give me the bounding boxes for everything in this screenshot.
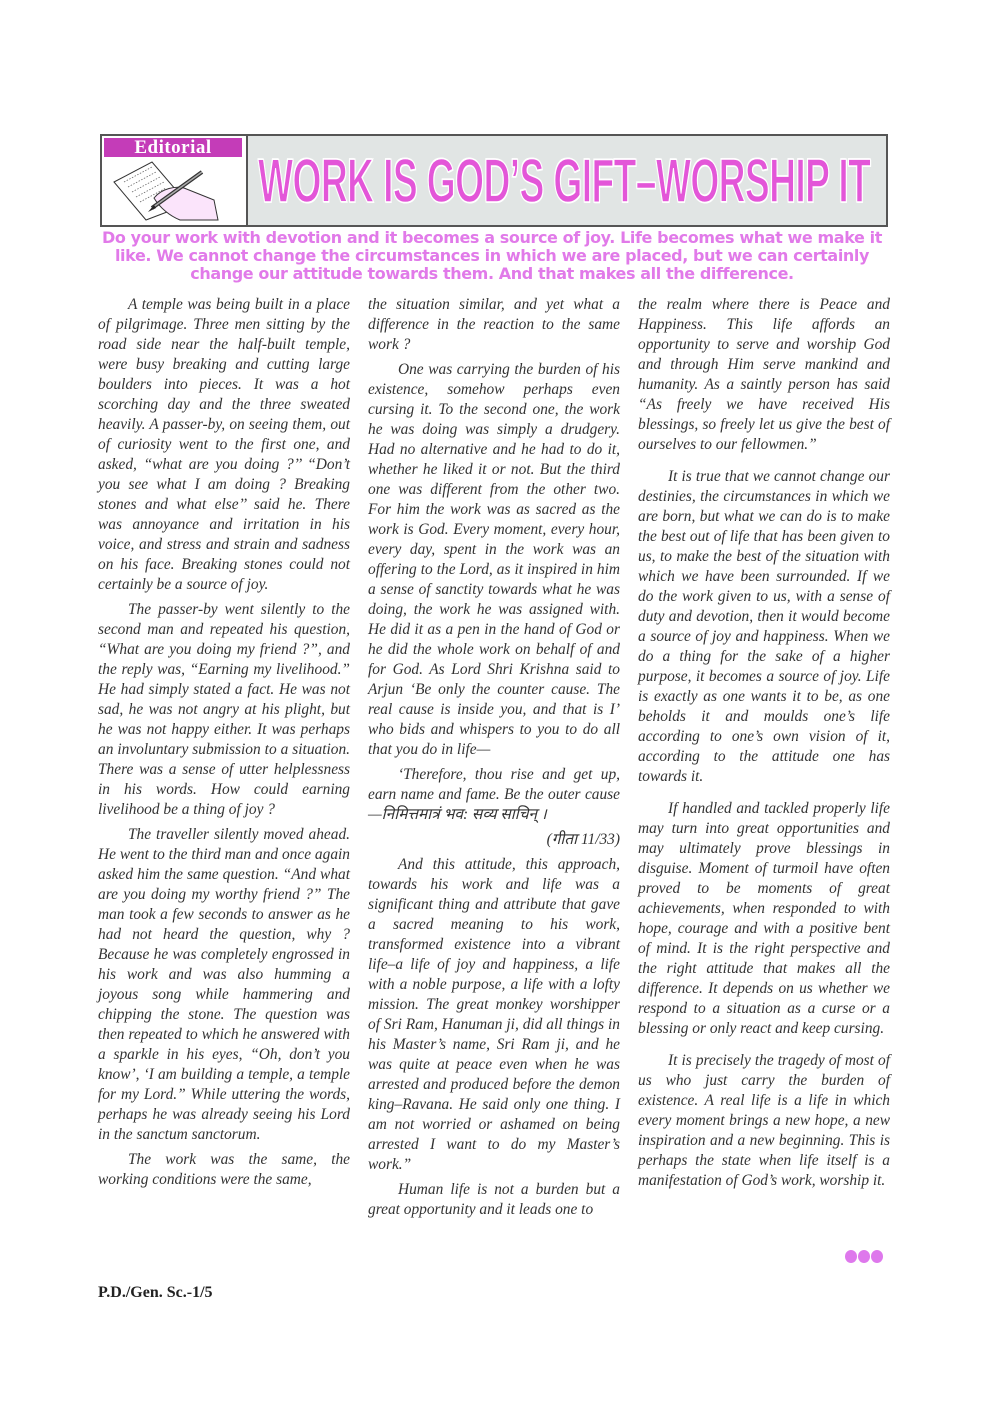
paragraph: The passer-by went silently to the second man and repeated his question, “What are you doing my friend ?”, and the reply was, “Earning my livelihood.” He had simply stated a fact. He was not sad, he was not angry at his plight, but he was not happy either. It was perhaps an involuntary submission to a situation. There was a sense of utter helplessness in his words. How could earning livelihood be a thing of joy ? [98, 601, 350, 818]
article-column-2 [368, 295, 620, 1225]
paragraph: Human life is not a burden but a great opportunity and it leads one to [368, 1181, 620, 1218]
paragraph: The traveller silently moved ahead. He went to the third man and once again asked him the same question. “And what are you doing my worthy friend ?” The man took a few seconds to answer as he had not heard the question, why ? Because he was completely engrossed in his work and was also humming a joyous song while hammering and chipping the stone. The question was then repeated to which he answered with a sparkle in his eyes, “Oh, don’t you know’, ‘I am building a temple, a temple for my Lord.” While uttering the words, perhaps he was already seeing his Lord in the sanctum sanctorum. [98, 826, 350, 1143]
editorial-badge [102, 136, 248, 225]
paragraph: It is precisely the tragedy of most of us who just carry the burden of existence. A real life is a life in which every moment brings a new hope, a new inspiration and a new beginning. This is perhaps the state when life itself is a manifestation of God’s work, worship it. [638, 1052, 890, 1189]
paragraph: It is true that we cannot change our destinies, the circumstances in which we are born, but what we can do is to make the best out of life that has been given to us, to make the best of the situation with which we have been surrounded. If we do the work given to us, with a sense of duty and devotion, then it would become a source of joy and happiness. When we do a thing for the sake of a higher purpose, it becomes a source of joy. Life is exactly as one wants it to be, as one beholds it and moulds one’s life according to one’s own vision of it, according to the attitude one has towards it. [638, 468, 890, 785]
paragraph: And this attitude, this approach, towards his work and life was a significant thing and attribute that gave a sacred meaning to his work, transformed existence into a vibrant life–a life of joy and happiness, a life with a noble purpose, a life with a lofty mission. The great monkey worshipper of Sri Ram, Hanuman ji, did all things in his Master’s name, Sri Ram ji, and he was quite at peace even when he was arrested and produced before the demon king–Ravana. He said only one thing. I am not worried or ashamed on being arrested I want to do my Master’s work.” [368, 856, 620, 1173]
subtitle-intro: Do your work with devotion and it becomes a source of joy. Life becomes what we make it like. We cannot change the circumstances in which we are placed, but we can certainly change our attitude towards them. And that makes all the difference. [102, 228, 882, 283]
paragraph: If handled and tackled properly life may turn into great opportunities and may ultimately prove blessings in disguise. Moment of turmoil have often proved to be moments of great achievements, when responded to with hope, courage and with a positive bent of mind. It is the right perspective and the right attitude that makes all the difference. It depends on us whether we respond to a situation as a curse or a blessing or only react and keep cursing. [638, 800, 890, 1037]
paragraph: A temple was being built in a place of pilgrimage. Three men sitting by the road side near the half-built temple, were busy breaking and cutting large boulders into pieces. It was a hot scorching day and the three sweated heavily. A passer-by, on seeing them, out of curiosity went to the first one, and asked, “what are you doing ?’’ “Don’t you see what I am doing ? Breaking stones and what else’’ said he. There was annoyance and irritation in his voice, and stress and strain and sadness on his face. Breaking stones could not certainly be a source of joy. [98, 296, 350, 593]
section-label: Editorial [104, 138, 242, 157]
page-title [258, 146, 878, 216]
gita-citation: (गीता 11/33) [546, 831, 620, 848]
page-footer: P.D./Gen. Sc.-1/5 [98, 1284, 213, 1301]
article-column-3 [638, 295, 890, 1196]
paragraph: The work was the same, the working conditions were the same, [98, 1151, 350, 1188]
gita-quote: ‘Therefore, thou rise and get up, earn name and fame. Be the outer cause—निमित्तमात्रं भव: सव्य साचिन् । [368, 766, 620, 823]
editorial-header [100, 134, 888, 227]
hand-writing-with-pen-icon [110, 158, 238, 222]
paragraph: the situation similar, and yet what a difference in the reaction to the same work ? [368, 296, 620, 353]
article-column-1 [98, 295, 350, 1195]
three-dots-icon [845, 1250, 884, 1268]
paragraph: One was carrying the burden of his existence, somehow perhaps even cursing it. To the second one, the work he was doing was simply a drudgery. Had no alternative and he had to do it, whether he liked it or not. But the third one was different from the other two. For him the work was as sacred as the work is God. Every moment, every hour, every day, spent in the work was an offering to the Lord, as it inspired in him a sense of sanctity towards what he was doing, the work he was assigned with. He did it as a pen in the hand of God or he did the whole work on behalf of and for God. As Lord Shri Krishna said to Arjun ‘Be only the counter cause. The real cause is inside you, and that is I’ who bids and whispers to you to do all that you do in life— [368, 361, 620, 758]
paragraph: the realm where there is Peace and Happiness. This life affords an opportunity to serve and worship God and through Him serve mankind and humanity. As a saintly person has said “As freely we have received His blessings, so freely let us give the best of ourselves to our fellowmen.” [638, 296, 890, 453]
title-text: WORK IS GOD’S GIFT–WORSHIP IT [258, 147, 871, 216]
